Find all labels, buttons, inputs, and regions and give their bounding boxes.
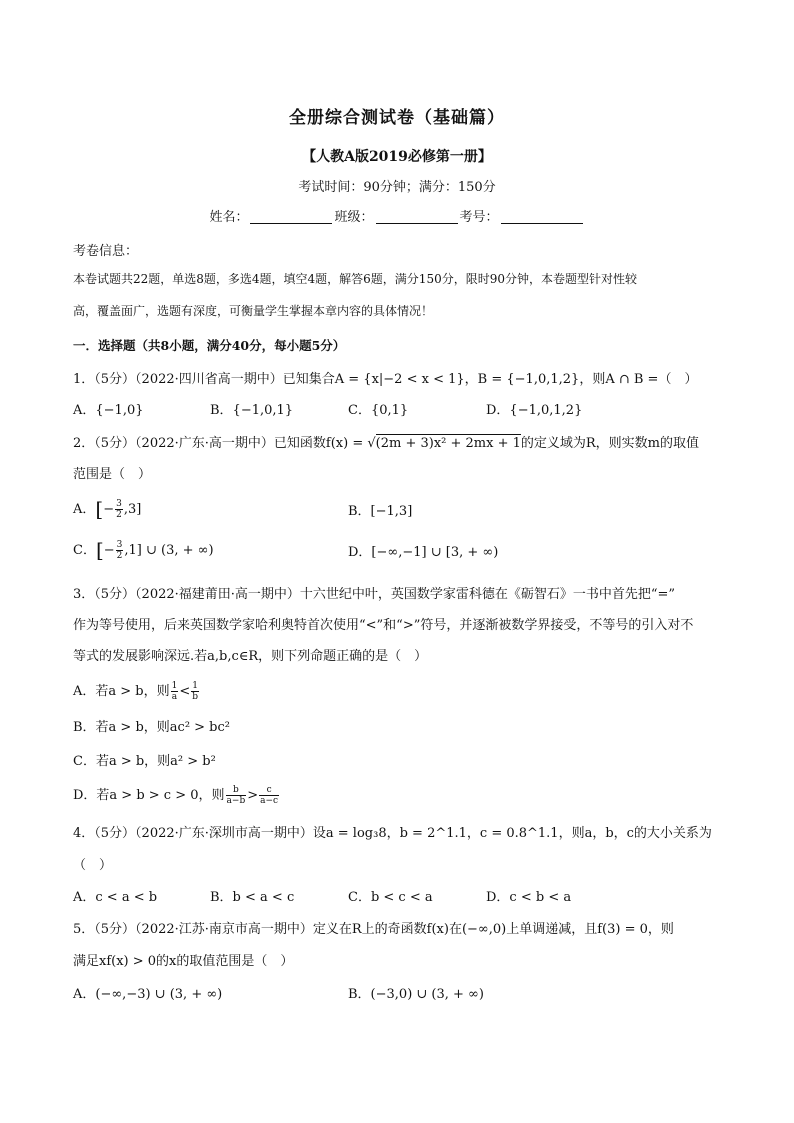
q2-opt-c-fraction: $\frac{3}{2}$ bbox=[116, 540, 123, 561]
q3-option-d bbox=[73, 784, 280, 806]
q4-line-2: （ ） bbox=[73, 858, 113, 873]
q2-option-c: C．[− $\frac{3}{2}$ ,1] ∪ (3, + ∞) bbox=[73, 538, 214, 562]
question-1 bbox=[73, 368, 697, 387]
q2-option-d: D．[−∞,−1] ∪ [3, + ∞) bbox=[348, 545, 499, 560]
q5-line-1: 5．（5分）（2022·江苏·南京市高一期中）定义在R上的奇函数f(x)在(−∞,0)上单调递减，且f(3) = 0，则 bbox=[73, 922, 674, 937]
q1-option-b: B．{−1,0,1} bbox=[210, 403, 294, 418]
q3-opt-d-mid: > bbox=[247, 788, 259, 803]
q1-paren: （ ） bbox=[658, 372, 698, 387]
q2-option-b: B．[−1,3] bbox=[348, 504, 413, 519]
q1-mid: ， bbox=[464, 372, 478, 387]
q2-opt-c-label: C． bbox=[73, 543, 96, 558]
student-info-row bbox=[0, 206, 794, 225]
q2-opt-a-label: A． bbox=[73, 502, 96, 517]
q2-radicand: (2m + 3)x² + 2mx + 1 bbox=[375, 436, 521, 451]
info-line-2: 高，覆盖面广，选题有深度，可衡量学生掌握本章内容的具体情况！ bbox=[73, 304, 434, 318]
q1-option-a: A．{−1,0} bbox=[73, 403, 144, 418]
q1-set-a: A = {x|−2 < x < 1} bbox=[334, 372, 465, 387]
class-blank bbox=[376, 209, 458, 224]
q1-set-b: B = {−1,0,1,2} bbox=[477, 372, 580, 387]
q3-opt-a-mid: < bbox=[179, 684, 191, 699]
q2-opt-a-tail: ,3] bbox=[123, 502, 142, 517]
q3-opt-a-frac-2: $\frac{1}{b}$ bbox=[192, 681, 199, 702]
q3-line-3: 等式的发展影响深远.若a,b,c∈R，则下列命题正确的是（ ） bbox=[73, 649, 428, 664]
q5-option-a: A．(−∞,−3) ∪ (3, + ∞) bbox=[73, 987, 223, 1002]
q3-opt-a-pre: A．若a > b，则 bbox=[73, 684, 170, 699]
q1-option-c: C．{0,1} bbox=[348, 403, 409, 418]
q3-option-a bbox=[73, 680, 200, 702]
q3-option-c: C．若a > b，则a² > b² bbox=[73, 754, 216, 769]
q1-expr: A ∩ B = bbox=[605, 372, 659, 387]
q2-opt-c-tail: ,1] ∪ (3, + ∞) bbox=[124, 543, 214, 558]
name-label: 姓名： bbox=[209, 210, 249, 225]
q2-option-a: A．[− $\frac{3}{2}$ ,3] bbox=[73, 497, 142, 521]
q3-line-1: 3．（5分）（2022·福建莆田·高一期中）十六世纪中叶，英国数学家雷科德在《砺智石》一书中首先把“=” bbox=[73, 587, 676, 602]
edition-subtitle: 【人教A版2019必修第一册】 bbox=[302, 149, 492, 165]
q4-option-d: D．c < b < a bbox=[486, 890, 572, 905]
question-2 bbox=[73, 432, 699, 451]
q4-option-a: A．c < a < b bbox=[73, 890, 158, 905]
q2-text-pre: 2．（5分）（2022·广东·高一期中）已知函数 bbox=[73, 436, 326, 451]
id-blank bbox=[501, 209, 583, 224]
section-heading: 一．选择题（共8小题，满分40分，每小题5分） bbox=[73, 338, 346, 353]
q3-opt-d-pre: D．若a > b > c > 0，则 bbox=[73, 788, 225, 803]
q1-text-pre: 1．（5分）（2022·四川省高一期中）已知集合 bbox=[73, 372, 335, 387]
q1-option-d: D．{−1,0,1,2} bbox=[486, 403, 583, 418]
q3-opt-a-frac-1: $\frac{1}{a}$ bbox=[171, 681, 178, 702]
name-blank bbox=[250, 209, 332, 224]
q3-opt-d-frac-2: $\frac{c}{a-c}$ bbox=[260, 785, 279, 806]
id-label: 考号： bbox=[459, 210, 499, 225]
exam-time: 考试时间：90分钟；满分：150分 bbox=[298, 180, 496, 195]
page-title: 全册综合测试卷（基础篇） bbox=[289, 108, 505, 128]
q2-line-2: 范围是（ ） bbox=[73, 467, 152, 482]
q1-text-post: ，则 bbox=[579, 372, 606, 387]
q3-opt-d-frac-1: $\frac{b}{a-b}$ bbox=[226, 785, 246, 806]
q2-text-post: 的定义域为R，则实数m的取值 bbox=[520, 436, 700, 451]
info-title: 考卷信息： bbox=[73, 244, 139, 259]
q5-option-b: B．(−3,0) ∪ (3, + ∞) bbox=[348, 987, 484, 1002]
q2-opt-a-fraction: $\frac{3}{2}$ bbox=[116, 499, 122, 520]
q3-option-b: B．若a > b，则ac² > bc² bbox=[73, 720, 230, 735]
info-line-1: 本卷试题共22题，单选8题，多选4题，填空4题，解答6题，满分150分，限时90分钟，本卷题型针对性较 bbox=[73, 272, 637, 286]
q3-line-2: 作为等号使用，后来英国数学家哈利奥特首次使用“<”和“>”符号，并逐渐被数学界接受，不等号的引入对不 bbox=[73, 618, 694, 633]
q2-func: f(x) = bbox=[325, 436, 368, 451]
q4-line-1: 4．（5分）（2022·广东·深圳市高一期中）设a = log₃8，b = 2^1.1，c = 0.8^1.1，则a，b，c的大小关系为 bbox=[73, 826, 712, 841]
q4-option-c: C．b < c < a bbox=[348, 890, 433, 905]
q2-sqrt-sign: √ bbox=[367, 436, 376, 451]
class-label: 班级： bbox=[334, 210, 374, 225]
q4-option-b: B．b < a < c bbox=[210, 890, 295, 905]
q5-line-2: 满足xf(x) > 0的x的取值范围是（ ） bbox=[73, 954, 294, 969]
